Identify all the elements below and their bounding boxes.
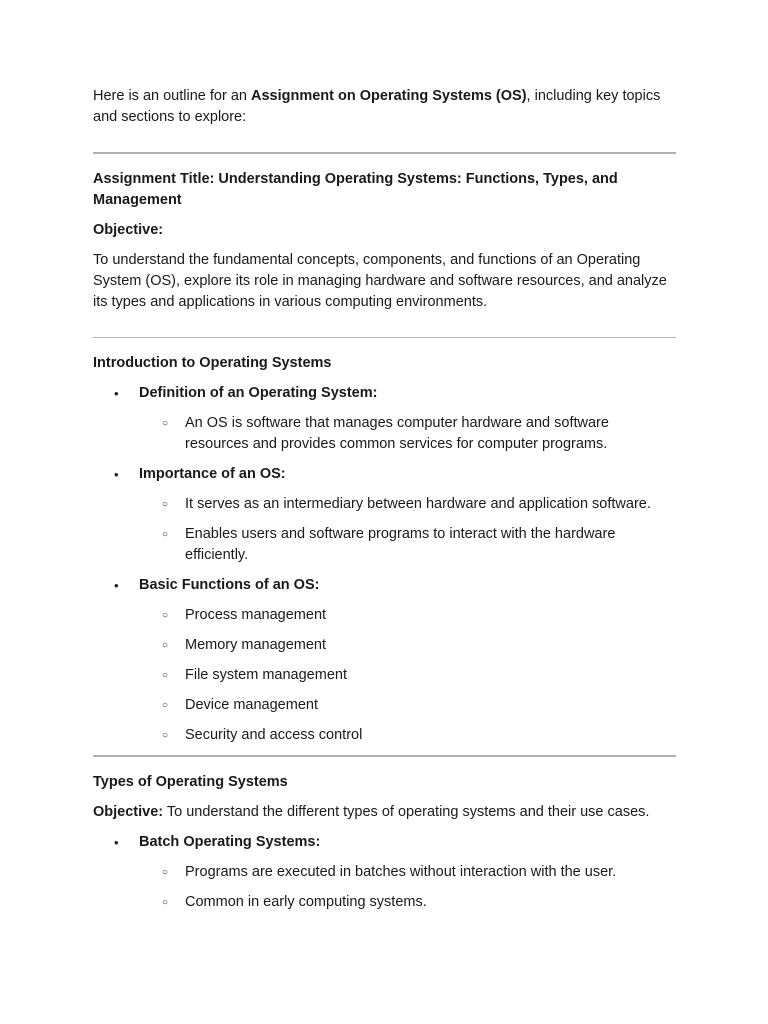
document-content [93,86,676,922]
sub-list-item-text: Security and access control [185,727,363,743]
circle-bullet-icon: ○ [162,499,169,510]
list-item [93,383,676,455]
list-item-label: Basic Functions of an OS: [139,577,320,593]
sub-list-item-text: File system management [185,667,347,683]
objective-text: To understand the fundamental concepts, components, and functions of an Operating System (OS), explore its role in managing hardware and software resources, and analyze its types and applications in various computing environments. [93,252,667,310]
bullet-icon: • [114,386,119,401]
circle-bullet-icon: ○ [162,640,169,651]
list-item [93,832,676,913]
sub-list [139,494,676,566]
sub-list-item-text: Programs are executed in batches without interaction with the user. [185,864,617,880]
sub-list-item-text: Enables users and software programs to interact with the hardware efficiently. [185,526,616,563]
circle-bullet-icon: ○ [162,700,169,711]
sub-list-item-text: An OS is software that manages computer hardware and software resources and provides common services for computer programs. [185,415,609,452]
sub-list-item [139,413,676,455]
list-item [93,464,676,566]
sub-list [139,413,676,455]
list-item-label: Definition of an Operating System: [139,385,378,401]
sub-list-item [139,494,676,515]
intro-bold: Assignment on Operating Systems (OS) [250,88,527,104]
circle-bullet-icon: ○ [162,867,169,878]
divider [93,152,676,154]
bullet-icon: • [114,467,119,482]
sub-list-item [139,524,676,566]
intro-prefix: Here is an outline for an [93,88,251,104]
sub-list-item [139,892,676,913]
list-item-label: Batch Operating Systems: [139,834,321,850]
types-list [93,832,676,913]
sub-list-item-text: It serves as an intermediary between hardware and application software. [185,496,651,512]
intro-paragraph [93,86,676,128]
bullet-icon: • [114,835,119,850]
divider [93,337,676,338]
types-objective [93,802,676,823]
types-objective-label: Objective: [93,804,164,820]
sub-list-item-text: Memory management [185,637,327,653]
sub-list-item-text: Common in early computing systems. [185,894,427,910]
types-objective-text: To understand the different types of operating systems and their use cases. [163,804,650,820]
circle-bullet-icon: ○ [162,730,169,741]
sub-list-item [139,635,676,656]
circle-bullet-icon: ○ [162,897,169,908]
sub-list [139,862,676,913]
circle-bullet-icon: ○ [162,529,169,540]
circle-bullet-icon: ○ [162,670,169,681]
assignment-title: Assignment Title: Understanding Operating Systems: Functions, Types, and Management [93,171,618,208]
sub-list-item [139,862,676,883]
circle-bullet-icon: ○ [162,418,169,429]
circle-bullet-icon: ○ [162,610,169,621]
sub-list [139,605,676,746]
sub-list-item [139,665,676,686]
sub-list-item [139,605,676,626]
section-heading-types: Types of Operating Systems [93,774,288,790]
list-item [93,575,676,746]
intro-suffix: , including key topics and sections to explore: [93,88,661,125]
bullet-icon: • [114,578,119,593]
sub-list-item [139,695,676,716]
sub-list-item [139,725,676,746]
introduction-list [93,383,676,746]
sub-list-item-text: Device management [185,697,318,713]
list-item-label: Importance of an OS: [139,466,286,482]
objective-label: Objective: [93,222,164,238]
section-heading-introduction: Introduction to Operating Systems [93,355,332,371]
divider [93,755,676,757]
sub-list-item-text: Process management [185,607,327,623]
